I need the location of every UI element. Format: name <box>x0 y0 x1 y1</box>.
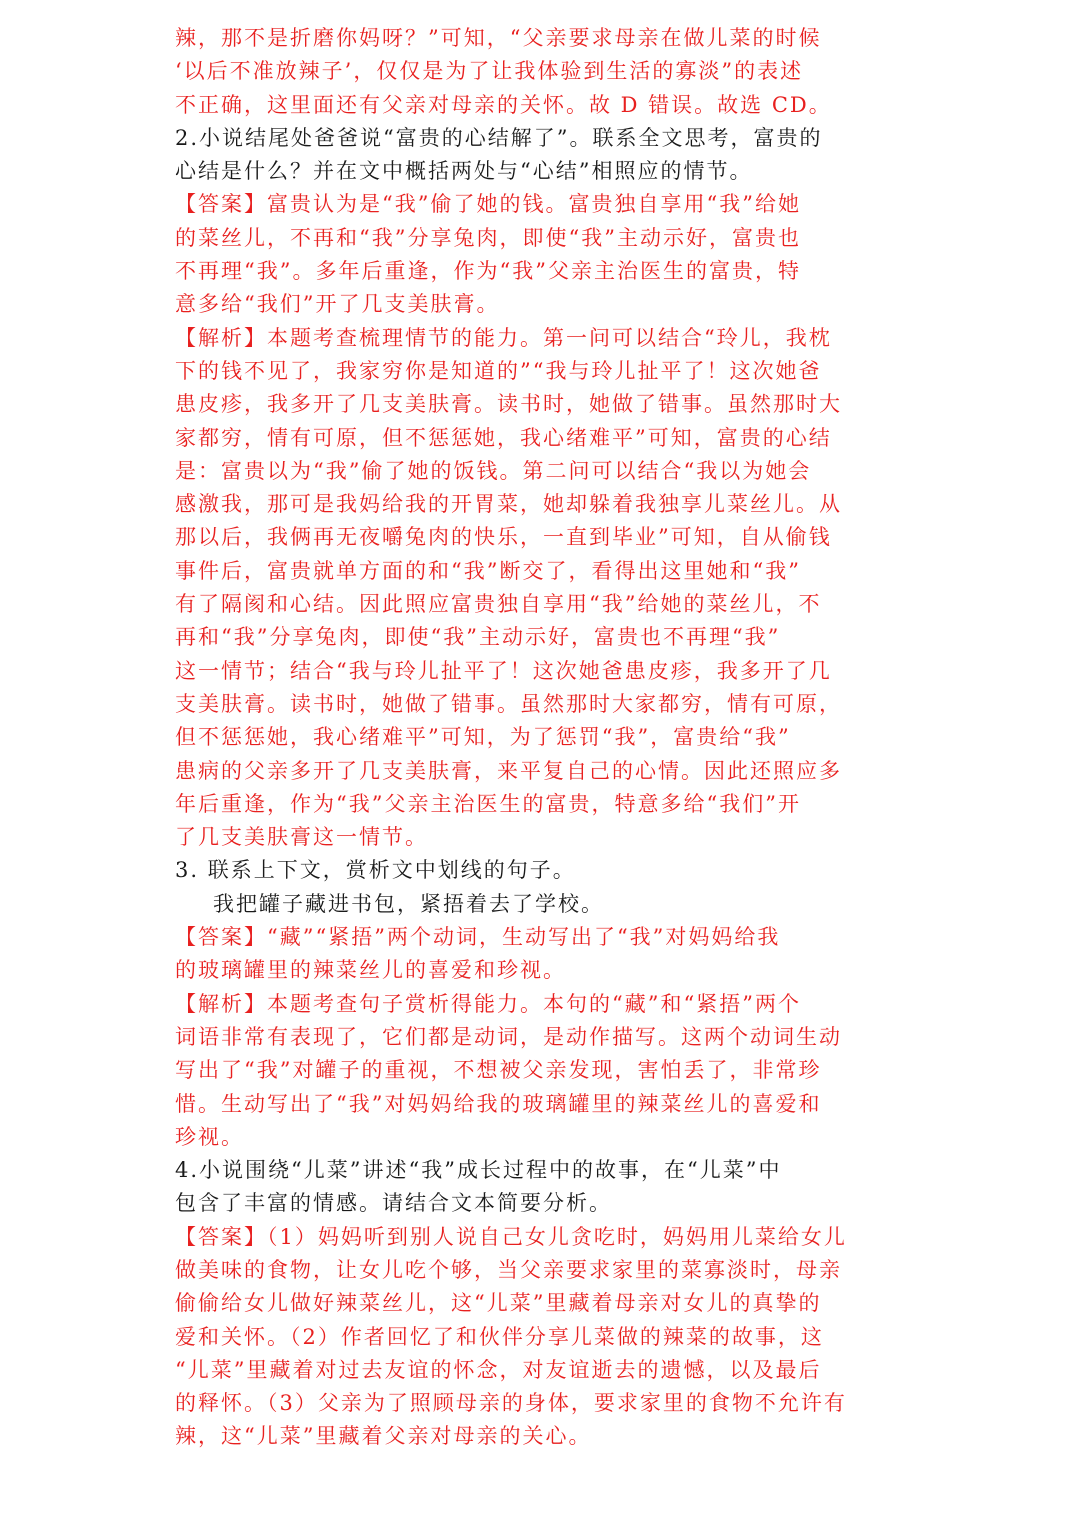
analysis-line: 支美肤膏。读书时，她做了错事。虽然那时大家都穷，情有可原， <box>175 691 842 716</box>
analysis-line: 惜。生动写出了“我”对妈妈给我的玻璃罐里的辣菜丝儿的喜爱和 <box>175 1091 822 1116</box>
analysis-line: 患病的父亲多开了几支美肤膏，来平复自己的心情。因此还照应多 <box>175 758 842 783</box>
document-page <box>175 22 895 1454</box>
answer-line: 的释怀。（3）父亲为了照顾母亲的身体，要求家里的食物不允许有 <box>175 1391 847 1416</box>
analysis-line: 词语非常有表现了，它们都是动词，是动作描写。这两个动词生动 <box>175 1024 842 1049</box>
question-line: 包含了丰富的情感。请结合文本简要分析。 <box>175 1191 612 1216</box>
question-line: 3. 联系上下文，赏析文中划线的句子。 <box>175 858 576 883</box>
analysis-line: 下的钱不见了，我家穷你是知道的”“我与玲儿扯平了！这次她爸 <box>175 358 822 383</box>
question-line: 4.小说围绕“儿菜”讲述“我”成长过程中的故事，在“儿菜”中 <box>175 1158 782 1183</box>
analysis-line: 事件后，富贵就单方面的和“我”断交了，看得出这里她和“我” <box>175 558 801 583</box>
question-line: 心结是什么？并在文中概括两处与“心结”相照应的情节。 <box>175 159 753 184</box>
answer-line: 意多给“我们”开了几支美肤膏。 <box>175 292 500 317</box>
answer-line: “儿菜”里藏着对过去友谊的怀念，对友谊逝去的遗憾，以及最后 <box>175 1357 822 1382</box>
answer-line: 【答案】富贵认为是“我”偷了她的钱。富贵独自享用“我”给她 <box>175 192 801 217</box>
answer-line: 不再理“我”。多年后重逢，作为“我”父亲主治医生的富贵，特 <box>175 259 801 284</box>
answer-line: 的玻璃罐里的辣菜丝儿的喜爱和珍视。 <box>175 958 566 983</box>
analysis-line: 了几支美肤膏这一情节。 <box>175 825 428 850</box>
answer-line: 【答案】“藏”“紧捂”两个动词，生动写出了“我”对妈妈给我 <box>175 925 781 950</box>
analysis-line: 再和“我”分享兔肉，即使“我”主动示好，富贵也不再理“我” <box>175 625 781 650</box>
analysis-line: 但不惩惩她，我心绪难平”可知，为了惩罚“我”，富贵给“我” <box>175 725 791 750</box>
text-line: ‘以后不准放辣子’，仅仅是为了让我体验到生活的寡淡”的表述 <box>175 59 804 84</box>
analysis-line: 这一情节；结合“我与玲儿扯平了！这次她爸患皮疹，我多开了几 <box>175 658 832 683</box>
analysis-line: 家都穷，情有可原，但不惩惩她，我心绪难平”可知，富贵的心结 <box>175 425 832 450</box>
analysis-line: 是：富贵以为“我”偷了她的饭钱。第二问可以结合“我以为她会 <box>175 458 812 483</box>
analysis-line: 【解析】本题考查梳理情节的能力。第一问可以结合“玲儿，我枕 <box>175 325 832 350</box>
analysis-line: 写出了“我”对罐子的重视，不想被父亲发现，害怕丢了，非常珍 <box>175 1058 822 1083</box>
analysis-line: 珍视。 <box>175 1124 244 1149</box>
analysis-line: 患皮疹，我多开了几支美肤膏。读书时，她做了错事。虽然那时大 <box>175 392 842 417</box>
question-line: 2.小说结尾处爸爸说“富贵的心结解了”。联系全文思考，富贵的 <box>175 125 823 150</box>
analysis-line: 那以后，我俩再无夜嚼兔肉的快乐，一直到毕业”可知，自从偷钱 <box>175 525 832 550</box>
answer-line: 做美味的食物，让女儿吃个够，当父亲要求家里的菜寡淡时，母亲 <box>175 1257 842 1282</box>
analysis-line: 有了隔阂和心结。因此照应富贵独自享用“我”给她的菜丝儿，不 <box>175 592 822 617</box>
answer-line: 偷偷给女儿做好辣菜丝儿，这“儿菜”里藏着母亲对女儿的真挚的 <box>175 1291 822 1316</box>
text-line: 辣，那不是折磨你妈呀？”可知，“父亲要求母亲在做儿菜的时候 <box>175 26 822 50</box>
text-line: 不正确，这里面还有父亲对母亲的关怀。故 D 错误。故选 CD。 <box>175 92 832 117</box>
analysis-line: 年后重逢，作为“我”父亲主治医生的富贵，特意多给“我们”开 <box>175 791 801 816</box>
analysis-line: 【解析】本题考查句子赏析得能力。本句的“藏”和“紧捂”两个 <box>175 991 801 1016</box>
answer-line: 辣，这“儿菜”里藏着父亲对母亲的关心。 <box>175 1424 592 1449</box>
quoted-sentence: 我把罐子藏进书包，紧捂着去了学校。 <box>213 891 604 916</box>
answer-line: 【答案】（1）妈妈听到别人说自己女儿贪吃时，妈妈用儿菜给女儿 <box>175 1224 847 1249</box>
answer-line: 爱和关怀。（2）作者回忆了和伙伴分享儿菜做的辣菜的故事，这 <box>175 1324 824 1349</box>
answer-line: 的菜丝儿，不再和“我”分享兔肉，即使“我”主动示好，富贵也 <box>175 225 801 250</box>
analysis-line: 感激我，那可是我妈给我的开胃菜，她却躲着我独享儿菜丝儿。从 <box>175 492 842 517</box>
